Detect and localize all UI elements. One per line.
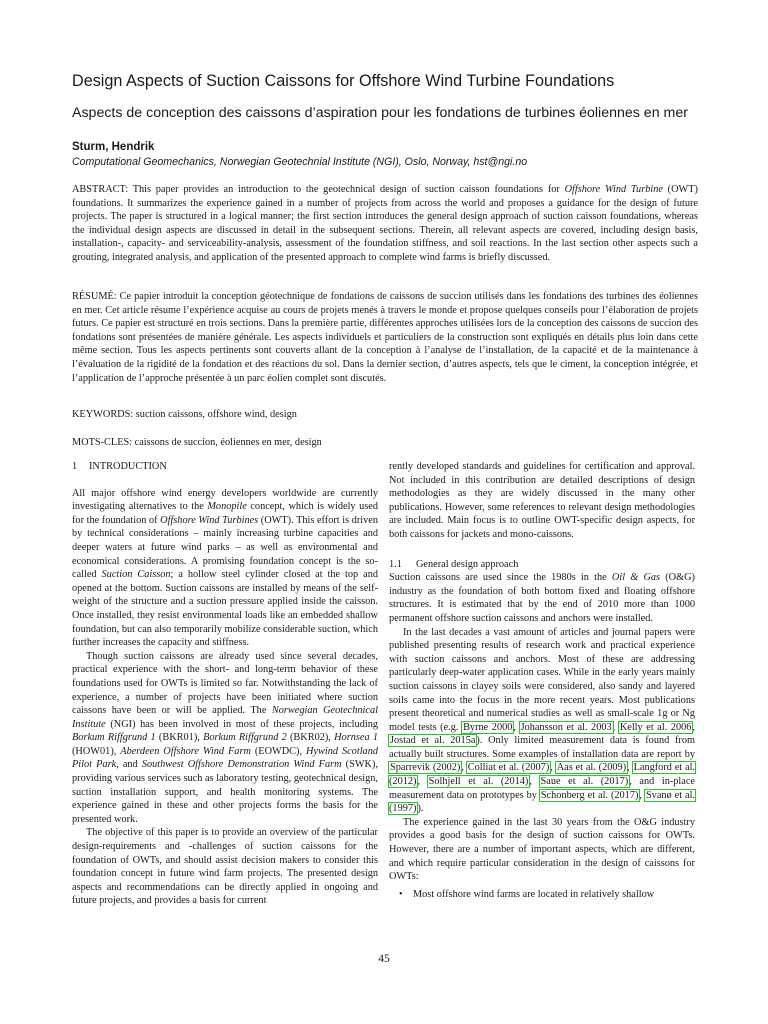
italic-run: Borkum Riffgrund 1 (72, 732, 156, 744)
intro-paragraph-2 (72, 650, 378, 827)
italic-run: Offshore Wind Turbines (160, 514, 259, 526)
citation-link[interactable]: Kelly et al. 2006 (619, 721, 692, 733)
italic-run: Hywind Scotland Pilot Park (72, 745, 378, 771)
citation-link[interactable]: Colliat et al. (2007) (467, 762, 550, 774)
text-run: ). Only limited measurement data is found from actually built structures. Some examples of installation data are report by (389, 735, 695, 760)
text-run: (BKR01), (155, 732, 204, 744)
citation-link[interactable]: Langford et al. (2012) (389, 762, 696, 788)
text-run: (EOWDC), (250, 745, 306, 757)
subsection-number: 1.1 (389, 558, 402, 570)
mots-cles-line: MOTS-CLES: caissons de succion, éoliennes en mer, design (72, 437, 322, 448)
section-title: INTRODUCTION (89, 461, 167, 472)
bullet-text: Most offshore wind farms are located in relatively shallow (413, 888, 655, 900)
text-run: concept, which is widely used for the foundation of (72, 501, 378, 526)
abstract-text-2: (OWT) foundations. It summarizes the experience gained in a number of projects from across the world and proposes a guidance for the design of future projects. The paper is structured in a logical manner; the first section introduces the general design approach of suction caisson foundations, whereas the individual design aspects are discussed in detail in the subsequent sections. Therein, all relevant aspects are covered, including design basis, installation-, capacity- and serviceability-analysis, assessment of the foundation stiffness, and soil reactions. In the last section other aspects such a grouting, integrated analysis, and application of the presented approach to complete wind farms is briefly discussed. (72, 184, 698, 263)
bullet-item (389, 888, 695, 902)
text-run: ). (417, 803, 424, 815)
page-number: 45 (378, 953, 390, 965)
text-run: (HOW01), (72, 745, 121, 757)
resume-paragraph: RÉSUMÉ: Ce papier introduit la conception géotechnique de fondations de caissons de succion utilisés dans les fondations des turbines des éoliennes en mer. Cet article résume l’expérience acquise au cours de projets menés à travers le monde et propose quelques conseils pour l’élaboration de projets futurs. Ce papier est structuré en trois sections. Dans la première partie, différentes approches utilisées lors de la conception des caissons de succion des fondations sont présentées de manière générale. Les aspects individuels et particuliers de la construction sont expliqués en détails plus loin dans cette même section. Tous les aspects pertinents sont couverts allant de la conception à l’analyse de l’installation, de la capacité et de la maintenance à l’évaluation de la rigidité de la fondation et des réactions du sol. Dans la dernier section, d’autres aspects, tels que le ciment, la conception intégrée, et l’application de l’approche présentée à un parc éolien complet sont discutés. (72, 291, 698, 384)
citation-link[interactable]: Schonberg et al. (2017) (540, 789, 639, 801)
subsection-heading-general-design (389, 558, 695, 572)
general-paragraph-1 (389, 571, 695, 625)
text-run: (O&G) industry as the foundation of both bottom fixed and floating offshore structures. It is estimated that by the end of 2010 more than 1000 permanent offshore suction caissons and anchors were installed. (389, 572, 695, 624)
right-column (389, 460, 695, 901)
section-heading-introduction (72, 460, 378, 474)
abstract-paragraph (72, 183, 698, 265)
italic-run: Borkum Riffgrund 2 (203, 732, 287, 744)
text-run: Though suction caissons are already used since several decades, practical experience with the short- and long-term behavior of these foundations used for OWTs is limited so far. Notwithstanding the lack of experience, a number of projects have been initiated where suction caissons have been or will be applied. The (72, 650, 378, 717)
general-paragraph-3: The experience gained in the last 30 years from the O&G industry provides a good basis for the design of suction caissons for OWTs. However, there are a number of important aspects, which are different, and which require particular consideration in the design of caissons for OWTs: (389, 816, 695, 883)
bullet-icon: • (399, 888, 403, 900)
general-paragraph-2: In the last decades a vast amount of articles and journal papers were published presenting results of research work and practical experience with suction caissons and anchors. Most of these are addressing particularly deep-water application cases. While in the early years mainly suction caissons in clayey soils were considered, also sandy and layered soils came into the focus in the more recent years. Most publications present theoretical and numerical studies as well as small-scale 1g or Ng model tests (e.g. Byrne 2000, Johansson et al. 2003, Kelly et al. 2006, Jostad et al. 2015a). Only limited measurement data is found from actually built structures. Some examples of installation data are report by Sparrevik (2002), Colliat et al. (2007), Aas et al. (2009), Langford et al. (2012), Solhjell et al. (2014), Saue et al. (2017), and in-place measurement data on prototypes by Schonberg et al. (2017), Svanø et al. (1997)). (389, 626, 696, 815)
paper-title-english: Design Aspects of Suction Caissons for Offshore Wind Turbine Foundations (72, 72, 615, 90)
author-affiliation: Computational Geomechanics, Norwegian Geotechnial Institute (NGI), Oslo, Norway, hst@ngi.no (72, 156, 528, 168)
left-column (72, 460, 378, 908)
citation-link[interactable]: Johansson et al. 2003 (520, 721, 612, 733)
text-run: (BKR02), (286, 732, 335, 744)
citation-link[interactable]: Jostad et al. 2015a (390, 735, 476, 747)
text-run: All major offshore wind energy developers worldwide are currently investigating alternatives to the (72, 487, 378, 513)
italic-run: Aberdeen Offshore Wind Farm (120, 745, 251, 757)
italic-run: Monopile (207, 501, 247, 513)
italic-run: Oil & Gas (611, 572, 661, 584)
citation-link[interactable]: Solhjell et al. (2014) (428, 776, 529, 788)
text-run: ; a hollow steel cylinder closed at the top and opened at the bottom. Suction caissons are installed by means of the self-weight of the structure and a suction pressure applied inside the caisson. Once installed, they resist environmental loads like an embedded shallow foundation, but can also temporarily mobilize considerable suction, which further increases the capacity and stiffness. (72, 569, 378, 649)
citation-link[interactable]: Byrne 2000 (463, 721, 513, 733)
text-run: , and (116, 759, 142, 771)
author-name: Sturm, Hendrik (72, 141, 155, 153)
intro-paragraph-1 (72, 487, 378, 650)
text-run: (OWT). This effort is driven by technical considerations – mainly increasing turbine capacities and deeper waters at future wind parks – as well as environmental and economical considerations. A promising foundation concept is the so-called (72, 514, 378, 581)
italic-run: Norwegian Geotechnical Institute (72, 705, 378, 730)
citation-link[interactable]: Svanø et al. (1997) (389, 789, 696, 815)
citation-link[interactable]: Sparrevik (2002) (390, 762, 461, 774)
subsection-title: General design approach (416, 558, 519, 570)
text-run: (NGI) has been involved in most of these projects, including (105, 718, 378, 730)
italic-run: Hornsea 1 (334, 732, 378, 744)
section-number: 1 (72, 461, 78, 472)
intro-paragraph-4: rently developed standards and guidelines for certification and approval. Not included in this contribution are detailed descriptions of design methodologies as they are widely discussed in the many other publications. However, some references to relevant design methodologies are included. Main focus is to outline OWT-specific design aspects, for both caissons for jackets and mono-caissons. (389, 461, 695, 540)
italic-run: Southwest Offshore Demonstration Wind Farm (141, 759, 342, 771)
italic-run: Suction Caisson (101, 569, 171, 581)
abstract-owt-italic: Offshore Wind Turbine (564, 184, 663, 195)
keywords-line: KEYWORDS: suction caissons, offshore wind, design (72, 409, 297, 420)
citation-link[interactable]: Saue et al. (2017) (540, 776, 629, 788)
intro-paragraph-3: The objective of this paper is to provide an overview of the particular design-requirements and -challenges of suction caissons for the foundation of OWTs, and should assist decision makers to consider this foundation concept in future wind farm projects. The presented design aspects and recommendations can be directly applied in ongoing and future projects, and provides a basis for current (72, 827, 378, 907)
text-run: (SWK), providing various services such as laboratory testing, geotechnical design, suction installation support, and health monitoring systems. The experience gained in these and other projects forms the basis for the presented work. (72, 759, 378, 825)
text-run: In the last decades a vast amount of articles and journal papers were published presenting results of research work and practical experience with suction caissons and anchors. Most of these are addressing particularly deep-water application cases. While in the early years mainly suction caissons in clayey soils were considered, also sandy and layered soils came into the focus in the more recent years. Most publications present theoretical and numerical studies as well as small-scale 1g or Ng model tests (e.g. (389, 626, 695, 733)
citation-link[interactable]: Aas et al. (2009) (556, 762, 627, 774)
abstract-text-1: ABSTRACT: This paper provides an introduction to the geotechnical design of suction caisson foundations for (72, 184, 565, 195)
paper-title-french: Aspects de conception des caissons d’aspiration pour les fondations de turbines éoliennes en mer (72, 105, 688, 121)
text-run: , and in-place measurement data on prototypes by (389, 776, 695, 801)
text-run: Suction caissons are used since the 1980s in the (389, 572, 612, 584)
